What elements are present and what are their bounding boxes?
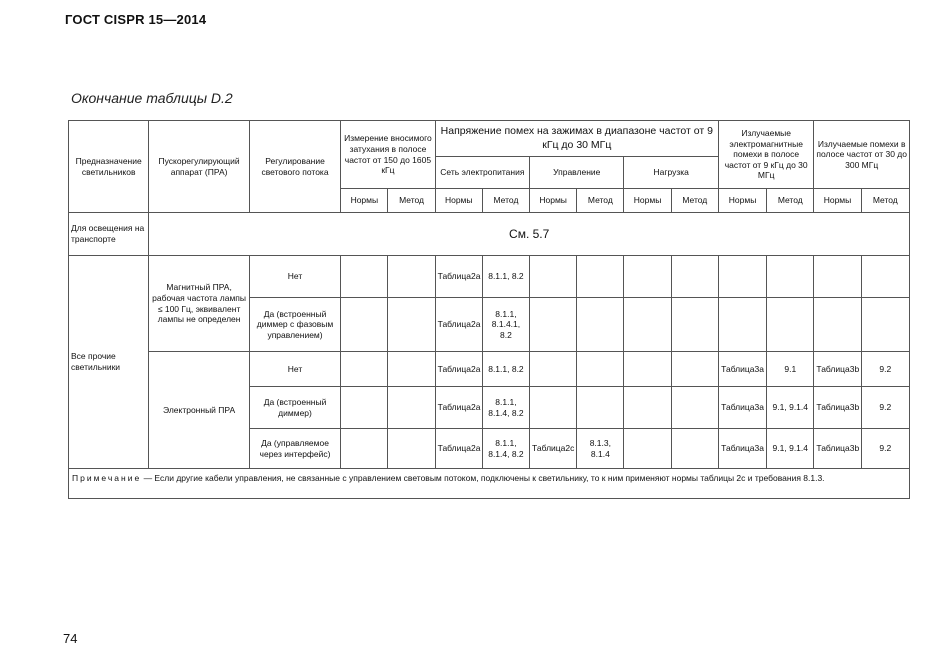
vhf-method: 9.2 <box>861 387 909 429</box>
table-caption: Окончание таблицы D.2 <box>71 90 233 106</box>
header-norms: Нормы <box>435 189 482 213</box>
control-method <box>577 256 624 298</box>
header-method: Метод <box>482 189 529 213</box>
header-load: Нагрузка <box>624 157 719 189</box>
regulation-cell: Нет <box>249 352 340 387</box>
header-method: Метод <box>861 189 909 213</box>
table-note <box>69 469 910 499</box>
vhf-norm: Таблица3b <box>814 387 861 429</box>
regulation-cell: Да (управляемое через интерфейс) <box>249 429 340 469</box>
table-row <box>69 256 910 298</box>
em-method: 9.1, 9.1.4 <box>767 387 814 429</box>
header-norms: Нормы <box>624 189 671 213</box>
em-norm <box>718 256 766 298</box>
vhf-method <box>861 256 909 298</box>
mains-method: 8.1.1, 8.1.4.1, 8.2 <box>482 298 529 352</box>
mains-method: 8.1.1, 8.1.4, 8.2 <box>482 429 529 469</box>
em-method <box>767 298 814 352</box>
note-label: Примечание <box>72 473 142 483</box>
em-norm: Таблица3a <box>718 352 766 387</box>
em-method <box>767 256 814 298</box>
header-radiated-vhf: Излучаемые помехи в полосе частот от 30 до 300 МГц <box>814 121 910 189</box>
control-norm <box>530 387 577 429</box>
header-norms: Нормы <box>814 189 861 213</box>
control-method: 8.1.3, 8.1.4 <box>577 429 624 469</box>
document-header: ГОСТ CISPR 15—2014 <box>65 12 207 27</box>
vhf-method: 9.2 <box>861 429 909 469</box>
regulation-cell: Да (встроенный диммер) <box>249 387 340 429</box>
header-ballast: Пускорегулирующий аппарат (ПРА) <box>149 121 249 213</box>
control-method <box>577 298 624 352</box>
vhf-norm <box>814 256 861 298</box>
header-purpose: Предназначение светильников <box>69 121 149 213</box>
header-norms: Нормы <box>718 189 766 213</box>
transport-purpose: Для освещения на транспорте <box>69 213 149 256</box>
header-terminal-voltage: Напряжение помех на зажимах в диапазоне частот от 9 кГц до 30 МГц <box>435 121 718 157</box>
header-method: Метод <box>388 189 435 213</box>
mains-method: 8.1.1, 8.2 <box>482 256 529 298</box>
em-norm <box>718 298 766 352</box>
em-norm: Таблица3a <box>718 429 766 469</box>
magnetic-ballast: Магнитный ПРА, рабочая частота лампы ≤ 100 Гц, эквивалент лампы не определен <box>149 256 249 352</box>
header-norms: Нормы <box>341 189 388 213</box>
control-norm: Таблица2c <box>530 429 577 469</box>
control-norm <box>530 298 577 352</box>
mains-norm: Таблица2a <box>435 429 482 469</box>
em-method: 9.1, 9.1.4 <box>767 429 814 469</box>
header-mains: Сеть электропитания <box>435 157 529 189</box>
header-insertion-loss: Измерение вносимого затухания в полосе частот от 150 до 1605 кГц <box>341 121 435 189</box>
header-method: Метод <box>671 189 718 213</box>
mains-norm: Таблица2a <box>435 298 482 352</box>
control-norm <box>530 256 577 298</box>
vhf-norm: Таблица3b <box>814 429 861 469</box>
header-method: Метод <box>767 189 814 213</box>
mains-norm: Таблица2a <box>435 256 482 298</box>
regulation-cell: Да (встроенный диммер с фазовым управлением) <box>249 298 340 352</box>
em-method: 9.1 <box>767 352 814 387</box>
note-text: — Если другие кабели управления, не связанные с управлением световым потоком, подключены к светильнику, то к ним применяют нормы таблицы 2c и требования 8.1.3. <box>141 473 825 483</box>
vhf-norm <box>814 298 861 352</box>
mains-norm: Таблица2a <box>435 387 482 429</box>
vhf-method <box>861 298 909 352</box>
vhf-norm: Таблица3b <box>814 352 861 387</box>
mains-method: 8.1.1, 8.2 <box>482 352 529 387</box>
header-control: Управление <box>530 157 624 189</box>
mains-method: 8.1.1, 8.1.4, 8.2 <box>482 387 529 429</box>
vhf-method: 9.2 <box>861 352 909 387</box>
control-norm <box>530 352 577 387</box>
control-method <box>577 352 624 387</box>
header-norms: Нормы <box>530 189 577 213</box>
requirements-table <box>68 120 910 499</box>
transport-reference: См. 5.7 <box>149 213 910 256</box>
others-purpose: Все прочие светильники <box>69 256 149 469</box>
header-regulation: Регулирование светового потока <box>249 121 340 213</box>
control-method <box>577 387 624 429</box>
table-row <box>69 352 910 387</box>
mains-norm: Таблица2a <box>435 352 482 387</box>
header-radiated-em: Излучаемые электромагнитные помехи в полосе частот от 9 кГц до 30 МГц <box>718 121 813 189</box>
em-norm: Таблица3a <box>718 387 766 429</box>
header-method: Метод <box>577 189 624 213</box>
regulation-cell: Нет <box>249 256 340 298</box>
electronic-ballast: Электронный ПРА <box>149 352 249 469</box>
page-number: 74 <box>63 631 78 646</box>
